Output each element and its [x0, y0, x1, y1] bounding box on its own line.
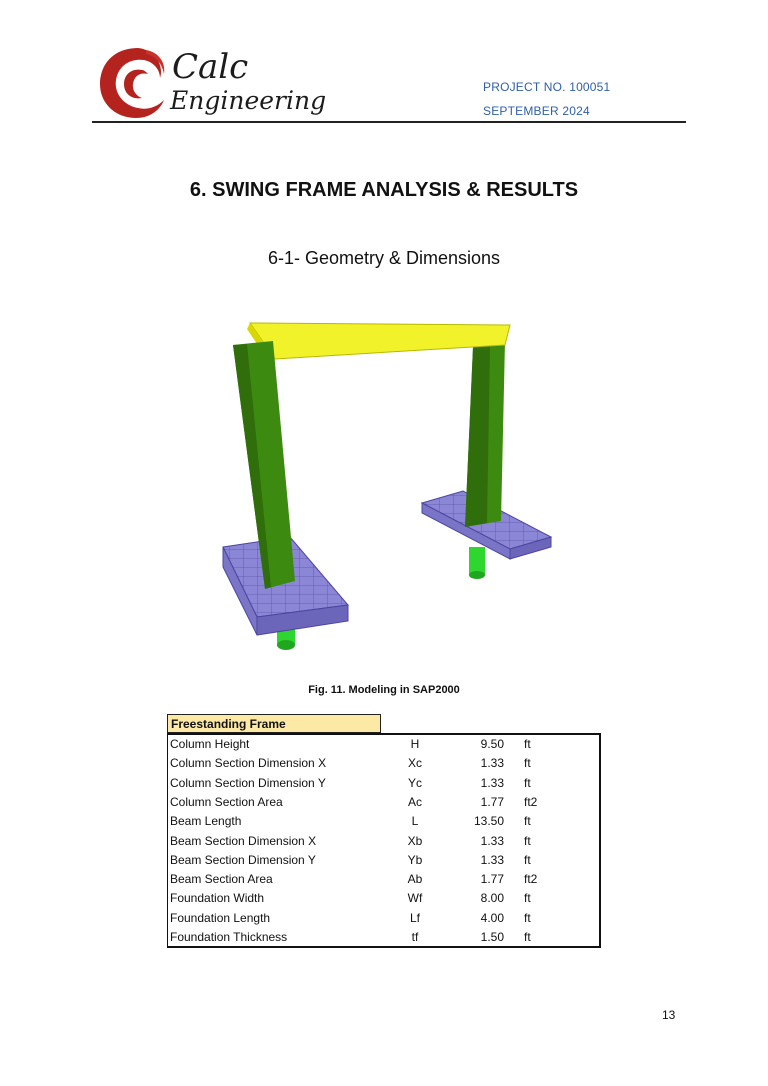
right-pile: [469, 547, 485, 579]
row-unit: ft: [524, 910, 531, 925]
company-logo: [98, 44, 327, 120]
subsection-title: 6-1- Geometry & Dimensions: [267, 248, 501, 268]
row-symbol: Ab: [407, 872, 423, 887]
table-row: [168, 774, 600, 793]
row-symbol: H: [410, 737, 420, 751]
row-label: Beam Section Area: [170, 872, 273, 887]
row-symbol: Yc: [407, 775, 422, 790]
row-symbol: L: [411, 814, 419, 829]
row-unit: ft: [524, 891, 531, 906]
sap2000-model-figure: [215, 315, 560, 655]
row-value: 1.77: [480, 872, 504, 887]
row-symbol: Yb: [407, 852, 423, 867]
figure-caption: Fig. 11. Modeling in SAP2000: [308, 684, 460, 696]
table-row: [168, 909, 600, 928]
row-symbol: tf: [411, 930, 419, 944]
table-row: [168, 735, 600, 754]
row-label: Foundation Length: [170, 910, 271, 925]
row-value: 1.33: [480, 852, 504, 867]
row-label: Beam Length: [170, 814, 242, 829]
row-label: Beam Section Dimension Y: [170, 852, 316, 867]
row-label: Column Section Dimension X: [170, 756, 327, 771]
row-value: 1.50: [480, 930, 504, 944]
row-symbol: Ac: [407, 794, 422, 809]
logo-swirl-icon: [98, 44, 170, 120]
row-value: 9.50: [480, 737, 504, 751]
row-unit: ft: [524, 737, 531, 751]
project-number: PROJECT NO. 100051: [483, 80, 611, 94]
row-unit: ft: [524, 756, 531, 771]
table-row: [168, 793, 600, 812]
table-row: [168, 812, 600, 831]
table-row: [168, 928, 600, 947]
row-value: 1.33: [480, 775, 504, 790]
table-row: [168, 851, 600, 870]
logo-line-calc: Calc: [172, 47, 249, 87]
logo-line-engineering: Engineering: [170, 86, 327, 115]
row-label: Column Height: [170, 737, 250, 751]
row-label: Beam Section Dimension X: [170, 833, 317, 848]
page-number: 13: [662, 1008, 676, 1022]
report-date: SEPTEMBER 2024: [483, 104, 590, 118]
table-title: Freestanding Frame: [167, 714, 381, 733]
row-label: Foundation Thickness: [170, 930, 288, 944]
logo-wordmark: [170, 47, 327, 115]
row-unit: ft2: [524, 794, 538, 809]
row-unit: ft: [524, 814, 531, 829]
row-label: Column Section Dimension Y: [170, 775, 326, 790]
row-value: 4.00: [480, 910, 504, 925]
dimensions-table: [167, 733, 601, 948]
row-unit: ft: [524, 930, 531, 944]
section-title: 6. SWING FRAME ANALYSIS & RESULTS: [189, 179, 579, 201]
table-row: [168, 754, 600, 773]
row-value: 8.00: [480, 891, 504, 906]
row-value: 1.77: [480, 794, 504, 809]
table-row: [168, 870, 600, 889]
row-label: Foundation Width: [170, 891, 265, 906]
row-symbol: Xc: [407, 756, 422, 771]
table-row: [168, 889, 600, 908]
row-value: 1.33: [480, 756, 504, 771]
table-row: [168, 832, 600, 851]
row-symbol: Lf: [409, 910, 420, 925]
row-value: 1.33: [480, 833, 504, 848]
row-value: 13.50: [473, 814, 504, 829]
right-column: [465, 341, 505, 527]
top-beam: [247, 323, 510, 359]
row-unit: ft: [524, 852, 531, 867]
row-symbol: Xb: [407, 833, 423, 848]
row-symbol: Wf: [407, 891, 423, 906]
header-divider: [92, 121, 686, 123]
row-unit: ft: [524, 833, 531, 848]
row-unit: ft2: [524, 872, 538, 887]
row-label: Column Section Area: [170, 794, 283, 809]
row-unit: ft: [524, 775, 531, 790]
